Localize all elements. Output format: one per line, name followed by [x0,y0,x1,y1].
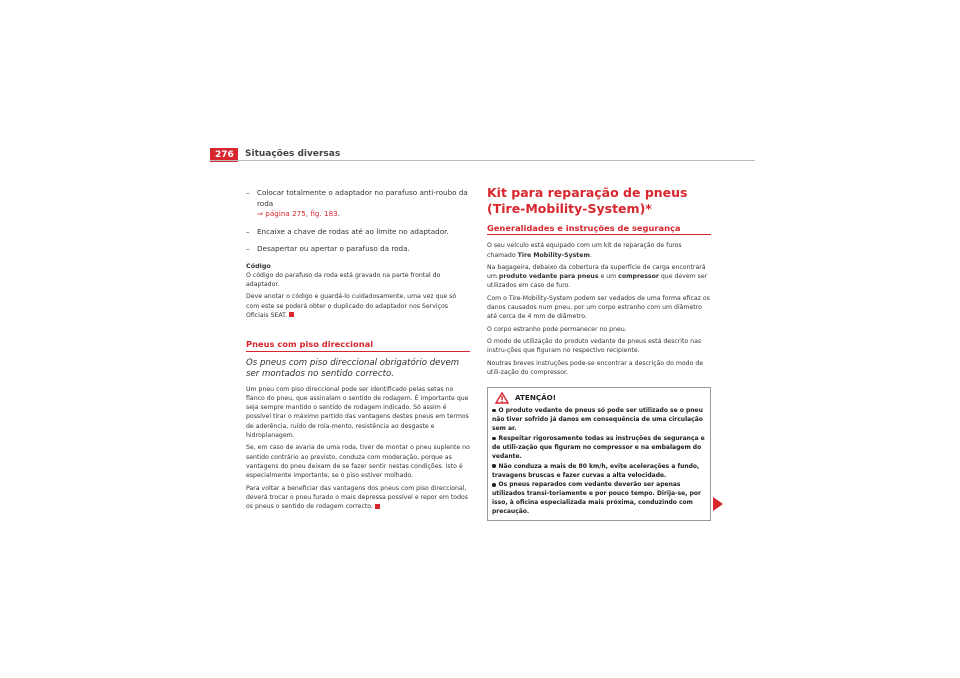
step-item: – Colocar totalmente o adaptador no parafuso anti-roubo da roda ⇒ página 275, fig. 183. [246,188,468,218]
end-of-section-icon [289,312,294,317]
warning-item: Não conduza a mais de 80 km/h, evite acelerações a fundo, travagens bruscas e fazer curvas a alta velocidade. [492,462,700,479]
paragraph: Na bagageira, debaixo da cobertura da superfície de carga encontrará um produto vedante para pneus e um compressor que devem ser utilizados em caso de furo. [487,263,708,290]
codigo-heading: Código [246,261,271,270]
page-reference-link[interactable]: ⇒ página 275, fig. 183 [257,209,338,218]
continue-arrow-icon [713,497,723,511]
warning-box [487,387,711,521]
right-column [487,185,711,521]
paragraph: Noutras breves instruções pode-se encontrar a descrição do modo de utili-zação do compressor. [487,359,704,376]
page-header [210,148,755,162]
paragraph: Para voltar a beneficiar das vantagens dos pneus com piso direccional, deverá trocar o pneu furado o mais depressa possível e repor em todos os pneus o sentido de rodagem correcto. [246,484,468,511]
step-item: – Encaixe a chave de rodas até ao limite no adaptador. [246,226,449,236]
bullet-icon [492,437,496,441]
page-number: 276 [210,148,238,162]
warning-item: Os pneus reparados com vedante deverão ser apenas utilizados transi-toriamente e por pouco tempo. Dirija-se, por isso, à oficina especializada mais próxima, conduzindo com precaução. [492,481,701,516]
paragraph: O corpo estranho pode permanecer no pneu. [487,325,627,333]
chapter-heading: Kit para reparação de pneus (Tire-Mobility-System)* [487,185,688,216]
warning-item: O produto vedante de pneus só pode ser utilizado se o pneu não tiver sofrido já danos em consequência de uma circulação sem ar. [492,407,703,432]
bullet-icon [492,409,496,413]
section-title: Pneus com piso direccional [246,340,470,351]
warning-title: ATENÇÃO! [515,392,557,402]
chapter-title: Situações diversas [245,149,341,159]
warning-triangle-icon [495,392,509,404]
bullet-icon [492,483,496,487]
paragraph: O seu veículo está equipado com um kit de reparação de furos chamado Tire Mobility-System. [487,242,682,259]
bullet-icon [492,464,496,468]
paragraph: Deve anotar o código e guardá-lo cuidadosamente, uma vez que só com este se poderá obter o duplicado do adaptador nos Serviços Oficiais SEAT. [246,293,457,319]
warning-item: Respeitar rigorosamente todas as instruções de segurança e de utili-zação que figuram no compressor e na embalagem do vedante. [492,434,705,460]
step-item: – Desapertar ou apertar o parafuso da roda. [246,244,410,253]
section-title: Generalidades e instruções de segurança [487,224,711,235]
left-column [246,188,470,514]
section-subtitle: Os pneus com piso direccional obrigatório devem ser montados no sentido correcto. [246,357,460,379]
paragraph: Um pneu com piso direccional pode ser identificado pelas setas no flanco do pneu, que assinalam o sentido de rodagem. É importante que seja sempre mantido o sentido de rodagem indicado. Só assim é possível tirar o máximo partido das vantagens destes pneus em termos de aderência, ruído de rola-mento, resistência ao desgaste e hidroplanagem. [246,385,469,440]
header-divider [210,160,755,161]
paragraph: Com o Tire-Mobility-System podem ser vedados de uma forma eficaz os danos causados num pneu, por um corpo estranho com um diâmetro até cerca de 4 mm de diâmetro. [487,294,710,321]
end-of-section-icon [375,504,380,509]
warning-header [492,392,706,404]
paragraph: O modo de utilização do produto vedante de pneus está descrito nas instru-ções que figuram no respectivo recipiente. [487,337,702,355]
paragraph: Se, em caso de avaria de uma roda, tiver de montar o pneu suplente no sentido contrário ao previsto, conduza com moderação, porque as vantagens do pneu deixam de se fazer sentir nestas condições. Isto é especialmente importante, se o piso estiver molhado. [246,444,470,480]
paragraph: O código do parafuso da roda está gravado na parte frontal do adaptador. [246,271,441,289]
